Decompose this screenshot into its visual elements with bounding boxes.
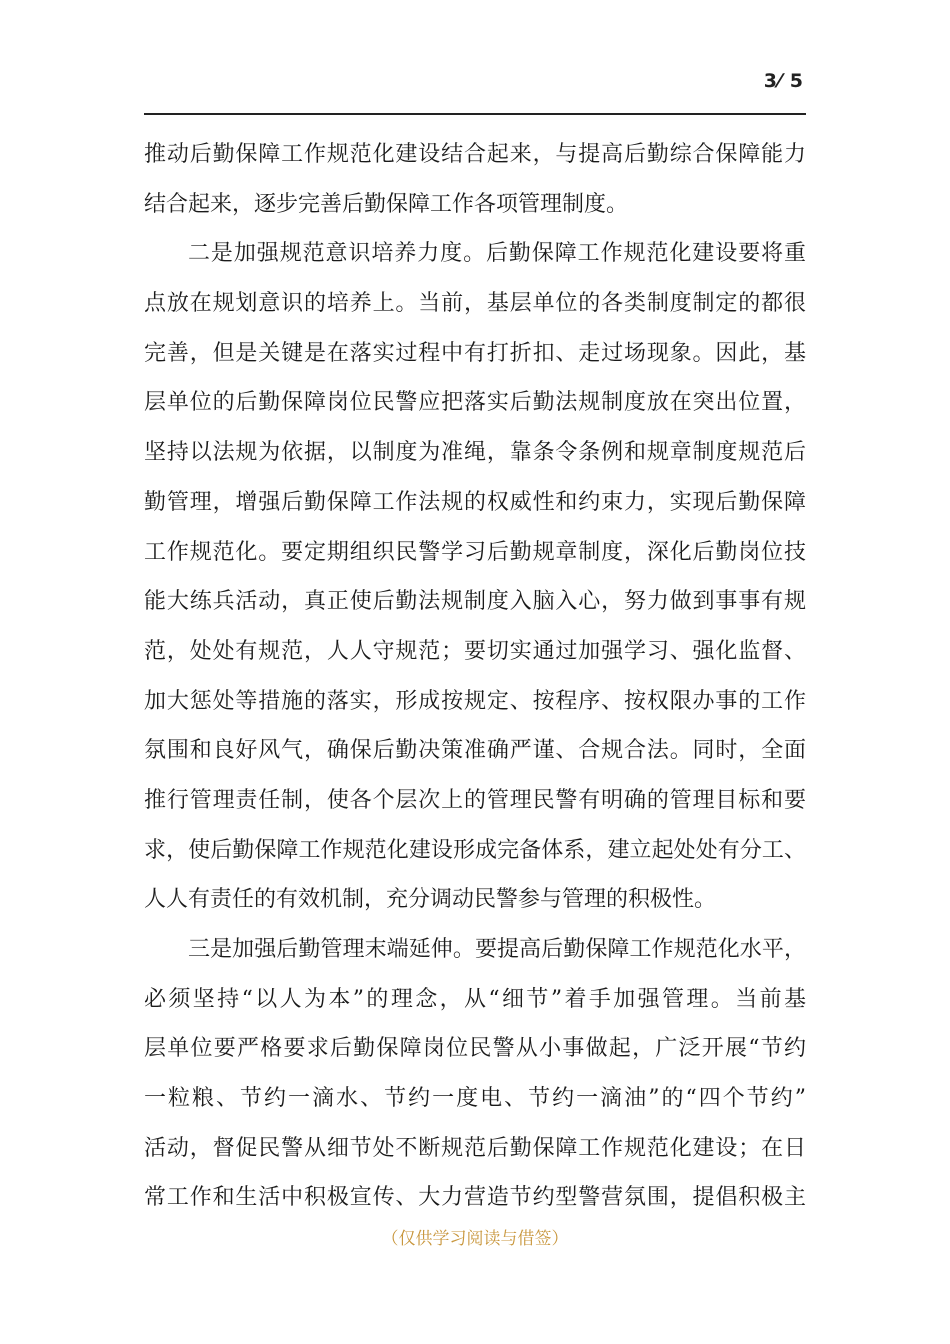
text-line: 必须坚持“以人为本”的理念，从“细节”着手加强管理。当前基 (144, 986, 806, 1012)
page-number: 3⁄ 5 (763, 70, 804, 92)
text-line: 求，使后勤保障工作规范化建设形成完备体系，建立起处处有分工、 (144, 837, 806, 863)
body-text (144, 130, 806, 1223)
text-line: 二是加强规范意识培养力度。后勤保障工作规范化建设要将重 (188, 241, 806, 267)
text-line: 推动后勤保障工作规范化建设结合起来，与提高后勤综合保障能力 (144, 142, 806, 167)
text-line: 能大练兵活动，真正使后勤法规制度入脑入心，努力做到事事有规 (144, 589, 806, 615)
text-line: 常工作和生活中积极宣传、大力营造节约型警营氛围，提倡积极主 (144, 1185, 806, 1211)
footer-note: （仅供学习阅读与借签） (381, 1229, 569, 1249)
text-line: 氛围和良好风气，确保后勤决策准确严谨、合规合法。同时，全面 (144, 738, 806, 764)
text-line: 活动，督促民警从细节处不断规范后勤保障工作规范化建设；在日 (144, 1135, 806, 1161)
text-line: 范，处处有规范，人人守规范；要切实通过加强学习、强化监督、 (144, 638, 806, 664)
text-line: 三是加强后勤管理末端延伸。要提高后勤保障工作规范化水平， (188, 937, 806, 962)
text-line: 坚持以法规为依据，以制度为准绳，靠条令条例和规章制度规范后 (144, 440, 806, 466)
text-line: 点放在规划意识的培养上。当前，基层单位的各类制度制定的都很 (144, 291, 806, 317)
text-line: 加大惩处等措施的落实，形成按规定、按程序、按权限办事的工作 (144, 688, 806, 714)
text-line: 完善，但是关键是在落实过程中有打折扣、走过场现象。因此，基 (144, 340, 806, 366)
header-rule (144, 113, 806, 115)
text-line: 层单位的后勤保障岗位民警应把落实后勤法规制度放在突出位置， (144, 390, 806, 416)
text-line: 层单位要严格要求后勤保障岗位民警从小事做起，广泛开展“节约 (144, 1036, 806, 1062)
text-line: 推行管理责任制，使各个层次上的管理民警有明确的管理目标和要 (144, 787, 806, 813)
text-line: 工作规范化。要定期组织民警学习后勤规章制度，深化后勤岗位技 (144, 539, 806, 565)
text-line: 一粒粮、节约一滴水、节约一度电、节约一滴油”的“四个节约” (144, 1086, 806, 1112)
text-line: 勤管理，增强后勤保障工作法规的权威性和约束力，实现后勤保障 (144, 489, 806, 515)
text-line: 人人有责任的有效机制，充分调动民警参与管理的积极性。 (144, 887, 717, 913)
text-line: 结合起来，逐步完善后勤保障工作各项管理制度。 (144, 191, 629, 217)
